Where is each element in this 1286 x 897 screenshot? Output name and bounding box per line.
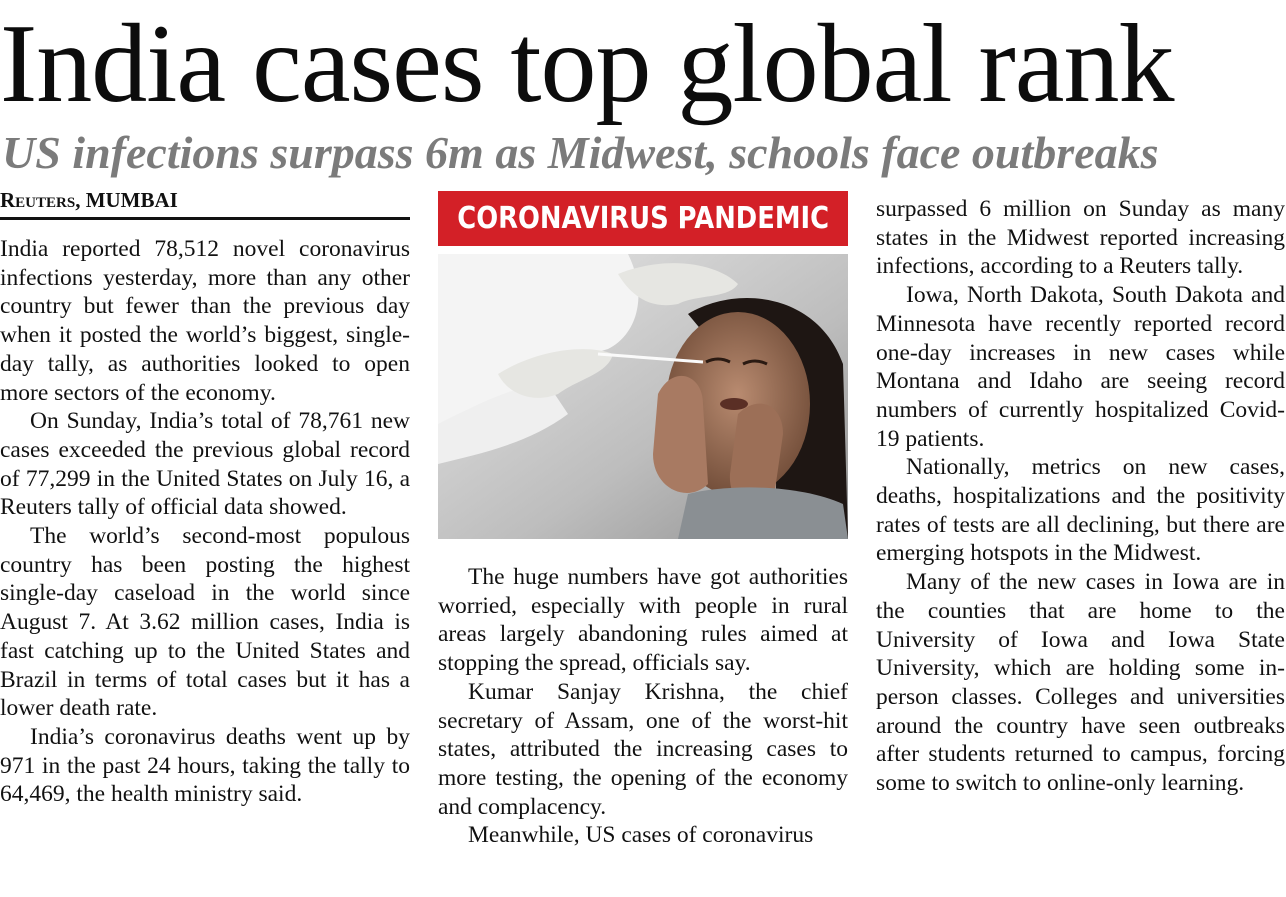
paragraph: The world’s second-most populous country has been posting the highest single-day caseload in the world since August 7. At 3.62 million cases, India is fast catching up to the United States and Brazil in terms of total cases but it has a lower death rate. [0, 523, 410, 722]
byline-location: MUMBAI [85, 188, 178, 212]
article-column-1 [0, 235, 410, 809]
byline-agency: Reuters [0, 188, 76, 212]
paragraph: surpassed 6 million on Sunday as many states in the Midwest reported increasing infections, according to a Reuters tally. [876, 196, 1285, 280]
paragraph: Meanwhile, US cases of coronavirus [468, 822, 814, 849]
paragraph: Kumar Sanjay Krishna, the chief secretary of Assam, one of the worst-hit states, attributed the increasing cases to more testing, the opening of the economy and complacency. [438, 678, 848, 820]
article-column-3 [876, 195, 1285, 798]
paragraph: Iowa, North Dakota, South Dakota and Minnesota have recently reported record one-day increases in new cases while Montana and Idaho are seeing record numbers of currently hospitalized Covid-19 patients. [876, 282, 1285, 452]
section-banner-label: CORONAVIRUS PANDEMIC [457, 201, 829, 236]
headline: India cases top global rank [0, 2, 1174, 126]
paragraph: Many of the new cases in Iowa are in the counties that are home to the University of Iowa and Iowa State University, which are holding some in-person classes. Colleges and universities around the country have seen outbreaks after students returned to campus, forcing some to switch to online-only learning. [876, 569, 1285, 797]
subheadline: US infections surpass 6m as Midwest, schools face outbreaks [2, 127, 1159, 178]
byline: Reuters, MUMBAI [0, 186, 410, 220]
section-banner [438, 191, 848, 246]
paragraph: India’s coronavirus deaths went up by 971 in the past 24 hours, taking the tally to 64,469, the health ministry said. [0, 723, 410, 808]
paragraph: Nationally, metrics on new cases, deaths, hospitalizations and the positivity rates of tests are all declining, but there are emerging hotspots in the Midwest. [876, 454, 1285, 567]
paragraph: The huge numbers have got authorities worried, especially with people in rural areas largely abandoning rules aimed at stopping the spread, officials say. [438, 564, 848, 677]
paragraph: India reported 78,512 novel coronavirus infections yesterday, more than any other country but fewer than the previous day when it posted the world’s biggest, single-day tally, as authorities looked to open more sectors of the economy. [0, 236, 410, 406]
paragraph: On Sunday, India’s total of 78,761 new cases exceeded the previous global record of 77,299 in the United States on July 16, a Reuters tally of official data showed. [0, 408, 410, 521]
article-column-2 [438, 563, 848, 850]
news-photo [438, 254, 848, 539]
